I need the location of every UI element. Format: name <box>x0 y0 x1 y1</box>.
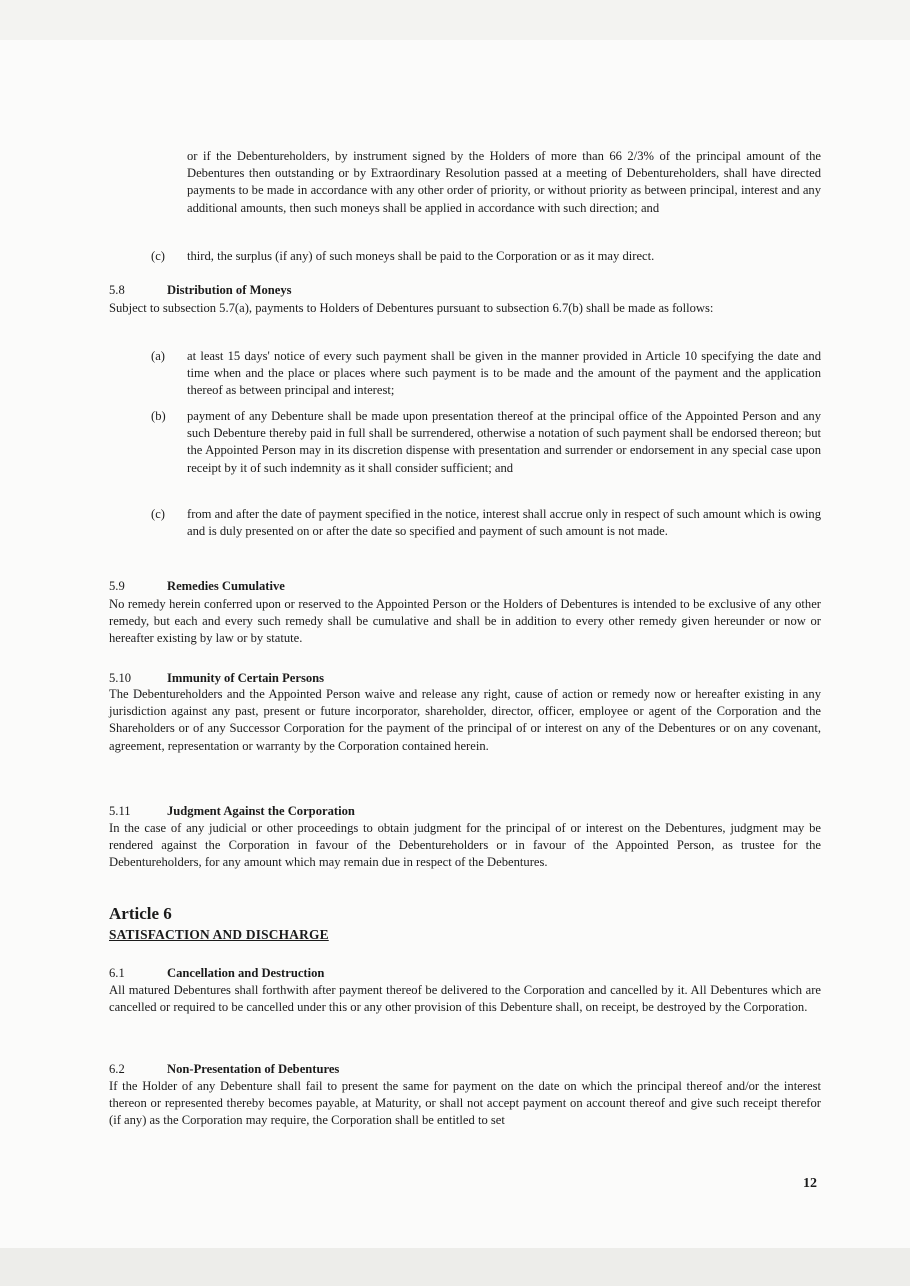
section-heading-5-8 <box>109 282 292 298</box>
list-item-text: from and after the date of payment specified in the notice, interest shall accrue only in respect of such amount which is owing and is duly presented on or after the date so specified and payment of such amount is not made. <box>187 507 821 539</box>
section-heading-5-9 <box>109 578 285 594</box>
section-heading-5-11 <box>109 803 355 819</box>
section-5-8-intro: Subject to subsection 5.7(a), payments to Holders of Debentures pursuant to subsection 6.7(b) shall be made as follows: <box>109 301 714 315</box>
list-item-text: third, the surplus (if any) of such moneys shall be paid to the Corporation or as it may direct. <box>187 249 655 263</box>
section-title: Judgment Against the Corporation <box>167 804 355 818</box>
section-title: Immunity of Certain Persons <box>167 671 325 685</box>
section-number: 5.10 <box>109 671 132 685</box>
section-heading-5-10 <box>109 670 324 686</box>
list-item-text: at least 15 days' notice of every such payment shall be given in the manner provided in Article 10 specifying the date and time when and the place or places where such payment is to be made and the amount of the payment and the application thereof as between principal and interest; <box>187 349 821 398</box>
section-heading-6-1 <box>109 965 324 981</box>
section-title: Remedies Cumulative <box>167 579 285 593</box>
section-heading-6-2 <box>109 1061 339 1077</box>
article-title: Article 6 <box>109 904 172 923</box>
list-item-label: (c) <box>151 507 165 521</box>
section-5-11-body: In the case of any judicial or other proceedings to obtain judgment for the principal of or interest on the Debentures, judgment may be rendered against the Corporation in favour of the Debentureholders or in favour of the Appointed Person, as trustee for the Debentureholders, for any amount which may remain due in respect of the Debentures. <box>109 821 821 870</box>
section-number: 6.1 <box>109 966 125 980</box>
continuation-paragraph: or if the Debentureholders, by instrument signed by the Holders of more than 66 2/3% of the principal amount of the Debentures then outstanding or by Extraordinary Resolution passed at a meeting of Debentureholders, shall have directed payments to be made in accordance with any other order of priority, or without priority as between principal, interest and any additional amounts, then such moneys shall be applied in accordance with such direction; and <box>187 149 821 215</box>
scan-bottom-margin <box>0 1248 910 1286</box>
section-6-2-body: If the Holder of any Debenture shall fail to present the same for payment on the date on which the principal thereof and/or the interest thereon or represented thereby becomes payable, at Maturity, or shall not accept payment on account thereof and give such receipt therefor (if any) as the Corporation may require, the Corporation shall be entitled to set <box>109 1079 821 1128</box>
section-number: 6.2 <box>109 1062 125 1076</box>
section-number: 5.11 <box>109 804 131 818</box>
section-title: Non-Presentation of Debentures <box>167 1062 340 1076</box>
list-item-label: (c) <box>151 249 165 263</box>
page-number: 12 <box>803 1176 817 1191</box>
scan-top-margin <box>0 0 910 40</box>
list-item-text: payment of any Debenture shall be made upon presentation thereof at the principal office of the Appointed Person and any such Debenture thereby paid in full shall be surrendered, otherwise a notation of such payment shall be endorsed thereon; but the Appointed Person may in its discretion dispense with presentation and surrender or endorsement in any special case upon receipt by it of such indemnity as it shall consider sufficient; and <box>187 409 821 475</box>
section-number: 5.8 <box>109 283 125 297</box>
section-5-9-body: No remedy herein conferred upon or reserved to the Appointed Person or the Holders of Debentures is intended to be exclusive of any other remedy, but each and every such remedy shall be cumulative and shall be in addition to every other remedy given hereunder or now or hereafter existing by law or by statute. <box>109 597 821 646</box>
section-title: Cancellation and Destruction <box>167 966 325 980</box>
list-item-label: (a) <box>151 349 165 363</box>
list-item-label: (b) <box>151 409 166 423</box>
section-6-1-body: All matured Debentures shall forthwith after payment thereof be delivered to the Corporation and cancelled by it. All Debentures which are cancelled or required to be cancelled under this or any other provision of this Debenture shall, on receipt, be destroyed by the Corporation. <box>109 983 821 1015</box>
section-title: Distribution of Moneys <box>167 283 292 297</box>
section-number: 5.9 <box>109 579 125 593</box>
article-subtitle: SATISFACTION AND DISCHARGE <box>109 927 329 942</box>
section-5-10-body: The Debentureholders and the Appointed Person waive and release any right, cause of action or remedy now or hereafter existing in any jurisdiction against any past, present or future incorporator, shareholder, director, officer, employee or agent of the Corporation and the Shareholders or of any Successor Corporation for the payment of the principal of or interest on any of the Debentures or on any covenant, agreement, representation or warranty by the Corporation contained herein. <box>109 687 821 753</box>
